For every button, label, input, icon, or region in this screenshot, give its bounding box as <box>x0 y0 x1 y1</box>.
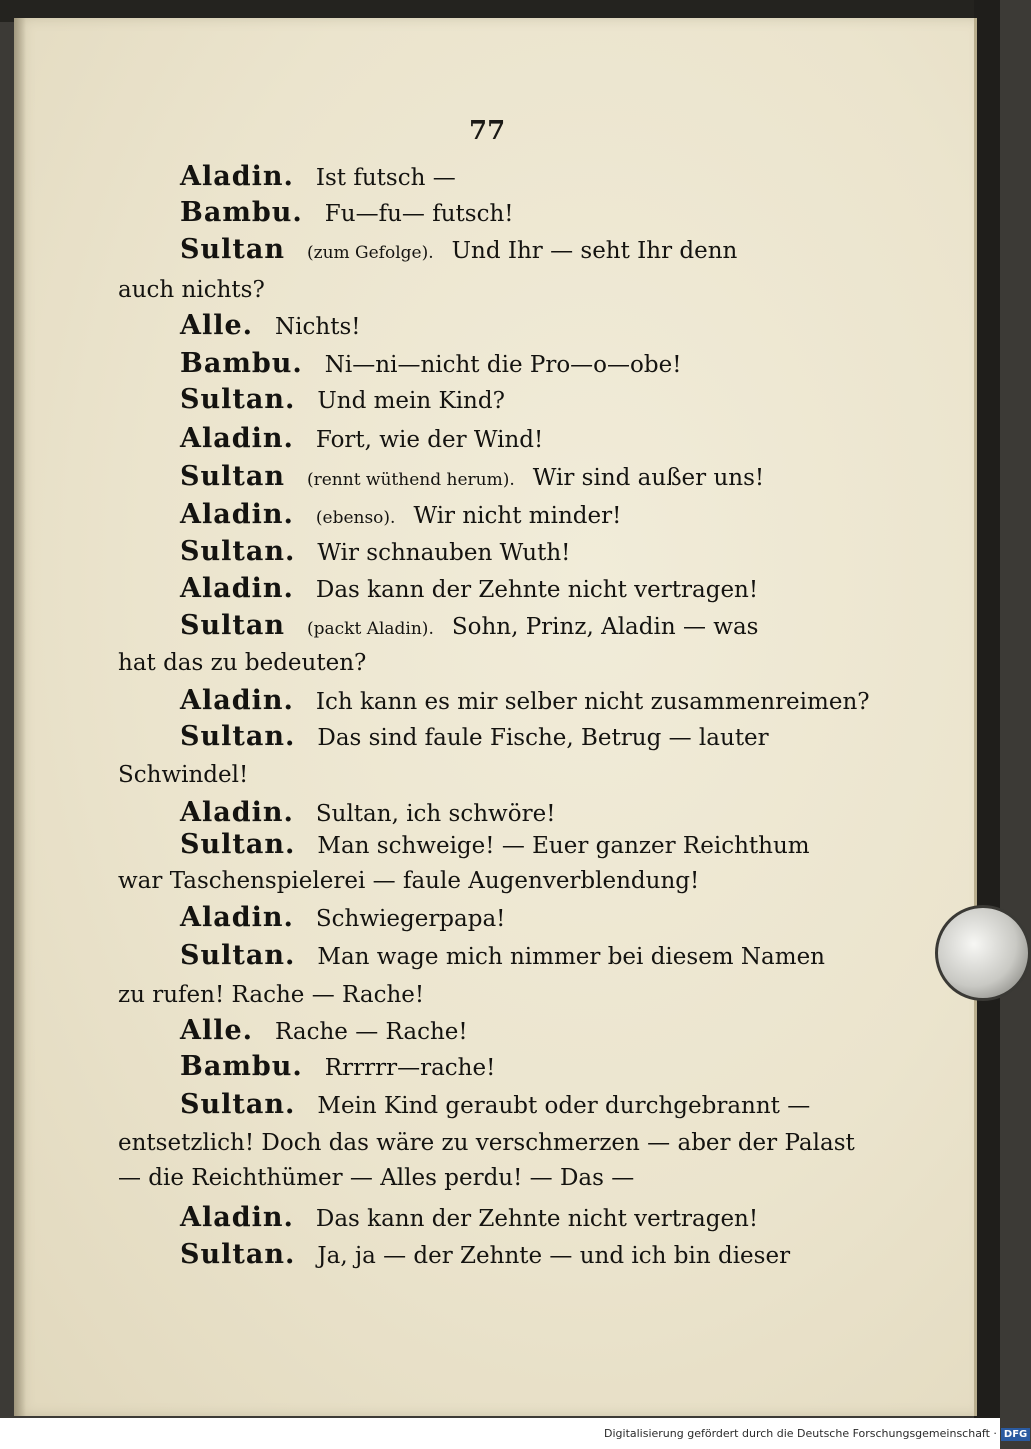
speaker-name: Sultan. <box>180 1089 296 1120</box>
line-text: Das sind faule Fische, Betrug — lauter <box>317 725 769 751</box>
dialogue-line <box>180 798 555 830</box>
dialogue-line <box>180 1090 810 1122</box>
page-number: 77 <box>469 116 506 146</box>
line-text: hat das zu bedeuten? <box>118 650 367 676</box>
speaker-name: Aladin. <box>180 161 294 192</box>
dialogue-line <box>118 1128 855 1159</box>
dialogue-line <box>180 686 870 718</box>
speaker-name: Aladin. <box>180 499 294 530</box>
speaker-name: Sultan. <box>180 536 296 567</box>
speaker-name: Sultan. <box>180 721 296 752</box>
line-text: Fort, wie der Wind! <box>315 427 544 453</box>
line-text: auch nichts? <box>118 277 265 303</box>
speaker-name: Sultan. <box>180 1239 296 1270</box>
dialogue-line <box>180 611 759 644</box>
scan-border-right <box>974 0 1000 1449</box>
dialogue-line <box>180 162 456 194</box>
dfg-logo-icon: DFG <box>1001 1428 1030 1441</box>
line-text: Ni—ni—nicht die Pro—o—obe! <box>324 352 682 378</box>
speaker-name: Bambu. <box>180 1051 303 1082</box>
stage-direction: (rennt wüthend herum). <box>306 470 515 490</box>
dialogue-line <box>180 1240 790 1272</box>
line-text: Nichts! <box>275 314 361 340</box>
dialogue-line <box>180 903 505 935</box>
dialogue-line <box>180 462 764 495</box>
dialogue-line <box>118 980 828 1011</box>
line-text: Sultan, ich schwöre! <box>315 801 556 827</box>
speaker-name: Bambu. <box>180 197 303 228</box>
dialogue-line <box>180 198 514 230</box>
line-text: Schwindel! <box>118 762 249 788</box>
speaker-name: Alle. <box>180 1015 254 1046</box>
dialogue-line <box>180 1203 758 1235</box>
line-text: entsetzlich! Doch das wäre zu verschmerzen — aber der Palast <box>118 1130 855 1156</box>
line-text: zu rufen! Rache — Rache! <box>118 982 425 1008</box>
speaker-name: Aladin. <box>180 423 294 454</box>
line-text: — die Reichthümer — Alles perdu! — Das — <box>118 1165 635 1191</box>
line-text: Mein Kind geraubt oder durchgebrannt — <box>317 1093 811 1119</box>
dialogue-line <box>180 385 505 417</box>
dialogue-line <box>180 830 810 862</box>
dialogue-line <box>180 1052 495 1084</box>
dialogue-line <box>118 275 828 306</box>
line-text: Man schweige! — Euer ganzer Reichthum <box>317 833 810 859</box>
line-text: Das kann der Zehnte nicht vertragen! <box>315 1206 759 1232</box>
speaker-name: Sultan <box>180 234 285 265</box>
stage-direction: (ebenso). <box>315 508 396 528</box>
line-text: Wir schnauben Wuth! <box>317 540 571 566</box>
speaker-name: Sultan. <box>180 384 296 415</box>
digitization-credit <box>604 1427 1030 1441</box>
line-text: Das kann der Zehnte nicht vertragen! <box>315 577 759 603</box>
line-text: Ja, ja — der Zehnte — und ich bin dieser <box>317 1243 791 1269</box>
line-text: Rache — Rache! <box>275 1019 468 1045</box>
credit-text: Digitalisierung gefördert durch die Deutsche Forschungsgemeinschaft · <box>604 1427 997 1440</box>
speaker-name: Sultan. <box>180 829 296 860</box>
speaker-name: Aladin. <box>180 573 294 604</box>
line-text: Ist futsch — <box>315 165 456 191</box>
book-page <box>14 18 977 1416</box>
dialogue-line <box>180 500 621 533</box>
line-text: Rrrrrr—rache! <box>324 1055 496 1081</box>
speaker-name: Sultan. <box>180 940 296 971</box>
line-text: Wir sind außer uns! <box>532 465 765 491</box>
dialogue-line <box>118 1163 828 1194</box>
stage-direction: (packt Aladin). <box>306 619 434 639</box>
line-text: Ich kann es mir selber nicht zusammenreimen? <box>315 689 870 715</box>
dialogue-line <box>180 311 361 343</box>
line-text: Man wage mich nimmer bei diesem Namen <box>317 944 825 970</box>
speaker-name: Bambu. <box>180 348 303 379</box>
dialogue-line <box>180 349 681 381</box>
line-text: war Taschenspielerei — faule Augenverblendung! <box>118 868 700 894</box>
stage-direction: (zum Gefolge). <box>306 243 434 263</box>
dialogue-line <box>118 760 828 791</box>
gutter-shadow <box>14 18 26 1416</box>
dialogue-line <box>180 235 737 268</box>
dialogue-line <box>118 648 828 679</box>
speaker-name: Aladin. <box>180 902 294 933</box>
speaker-name: Sultan <box>180 610 285 641</box>
dialogue-line <box>180 537 570 569</box>
speaker-name: Alle. <box>180 310 254 341</box>
scanner-clip-icon <box>935 905 1031 1001</box>
line-text: Schwiegerpapa! <box>315 906 506 932</box>
speaker-name: Aladin. <box>180 685 294 716</box>
dialogue-line <box>180 424 543 456</box>
dialogue-line <box>118 866 828 897</box>
line-text: Fu—fu— futsch! <box>324 201 514 227</box>
speaker-name: Aladin. <box>180 797 294 828</box>
dialogue-line <box>180 941 825 973</box>
line-text: Und mein Kind? <box>317 388 505 414</box>
line-text: Wir nicht minder! <box>413 503 622 529</box>
dialogue-line <box>180 574 758 606</box>
speaker-name: Sultan <box>180 461 285 492</box>
line-text: Und Ihr — seht Ihr denn <box>451 238 738 264</box>
speaker-name: Aladin. <box>180 1202 294 1233</box>
dialogue-line <box>180 722 769 754</box>
line-text: Sohn, Prinz, Aladin — was <box>451 614 759 640</box>
dialogue-line <box>180 1016 468 1048</box>
